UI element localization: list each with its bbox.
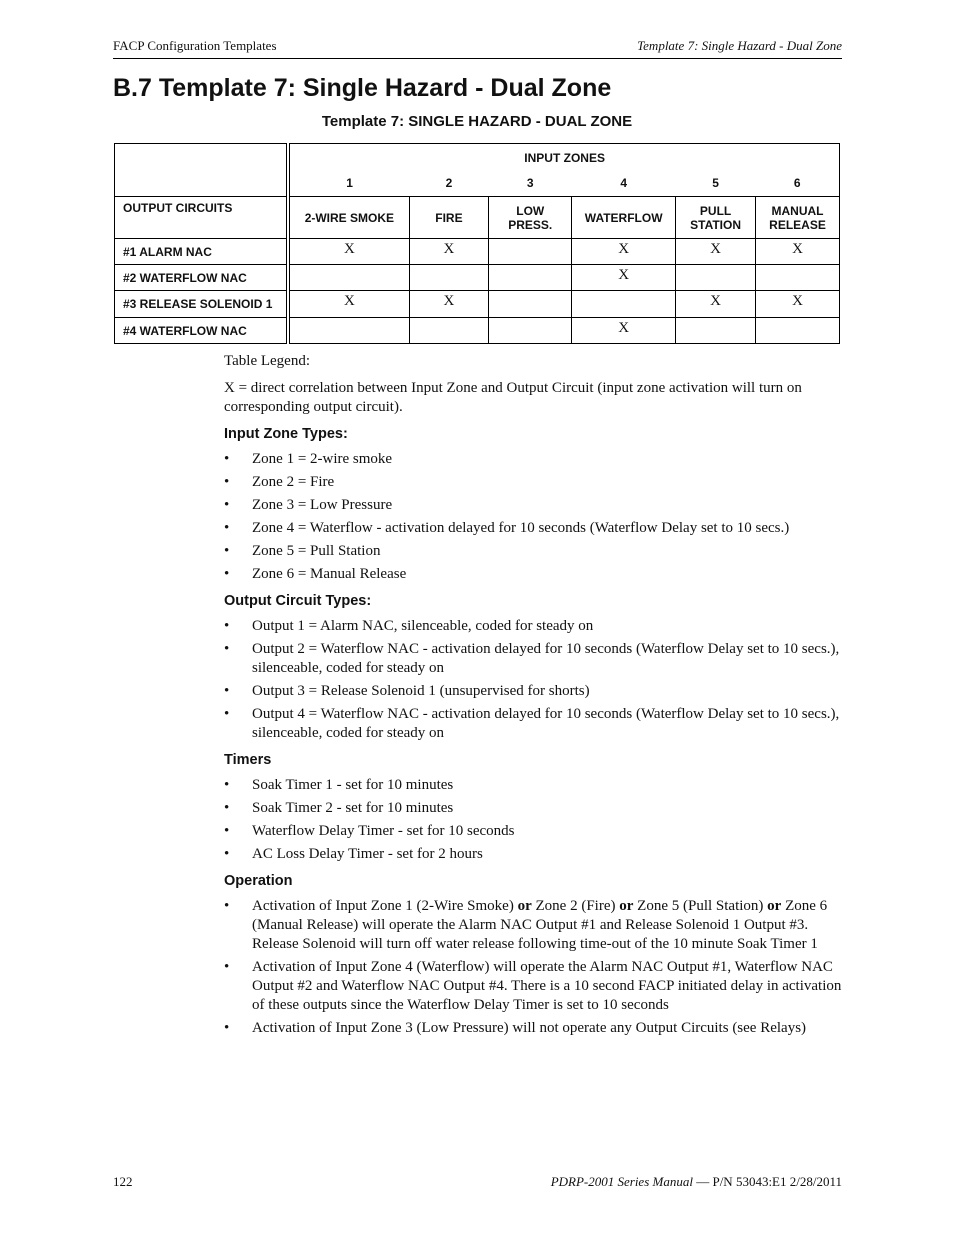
list-item-text: Zone 2 = Fire: [252, 474, 335, 490]
table-caption: Template 7: SINGLE HAZARD - DUAL ZONE: [321, 113, 633, 130]
list-item: [224, 799, 844, 818]
list-item-text: AC Loss Delay Timer - set for 2 hours: [252, 846, 483, 862]
list-item-text: Zone 1 = 2-wire smoke: [252, 451, 393, 467]
list-item: [224, 705, 844, 743]
matrix-cell: [489, 291, 572, 318]
bullet-icon: •: [224, 566, 230, 582]
emphasis-text: or: [619, 898, 634, 914]
section-heading: Output Circuit Types:: [224, 593, 372, 609]
list-item: [224, 897, 844, 954]
zone-type-line: STATION: [690, 217, 742, 232]
zone-type-line: 2-WIRE SMOKE: [304, 210, 395, 225]
bullet-icon: •: [224, 846, 230, 862]
zone-number: 3: [489, 170, 572, 197]
list-item-text: Zone 3 = Low Pressure: [252, 497, 393, 513]
zone-type-line: WATERFLOW: [584, 210, 663, 225]
matrix-cell: [288, 265, 409, 291]
list-item-text: Waterflow Delay Timer - set for 10 seconds: [252, 823, 515, 839]
list-item: [224, 1019, 844, 1038]
list-item: [224, 682, 844, 701]
bullet-list: [224, 617, 844, 743]
manual-name: PDRP-2001 Series Manual: [550, 1174, 693, 1189]
bullet-list: [224, 776, 844, 864]
list-item-text: Activation of Input Zone 3 (Low Pressure) will not operate any Output Circuits (see Relays): [252, 1020, 807, 1036]
zone-type-line: PRESS.: [508, 217, 553, 232]
list-item: [224, 473, 844, 492]
bullet-icon: •: [224, 823, 230, 839]
template-table: [114, 143, 840, 344]
bullet-icon: •: [224, 497, 230, 513]
bullet-icon: •: [224, 777, 230, 793]
input-zones-header: INPUT ZONES: [288, 144, 839, 170]
matrix-cell: [489, 318, 572, 344]
bullet-icon: •: [224, 451, 230, 467]
output-circuit-label: #4 WATERFLOW NAC: [115, 318, 289, 344]
list-item: [224, 450, 844, 469]
zone-type-line: MANUAL: [771, 203, 824, 218]
output-circuit-label: #2 WATERFLOW NAC: [115, 265, 289, 291]
matrix-cell: [676, 318, 756, 344]
matrix-cell: X: [288, 239, 409, 265]
zone-type: [409, 197, 489, 239]
matrix-cell: [756, 318, 840, 344]
matrix-cell: [572, 291, 676, 318]
list-item-text: Output 3 = Release Solenoid 1 (unsupervised for shorts): [252, 683, 590, 699]
zone-number: 1: [288, 170, 409, 197]
list-item: [224, 958, 844, 1015]
matrix-cell: X: [676, 239, 756, 265]
page-number: 122: [113, 1174, 133, 1189]
zone-type: [676, 197, 756, 239]
zone-type: [572, 197, 676, 239]
section-heading: Timers: [224, 752, 272, 768]
matrix-cell: [489, 239, 572, 265]
bullet-icon: •: [224, 706, 230, 722]
header-right-text: Template 7: Single Hazard - Dual Zone: [637, 38, 842, 53]
bullet-icon: •: [224, 683, 230, 699]
list-item: [224, 519, 844, 538]
matrix-cell: X: [572, 239, 676, 265]
matrix-cell: [676, 265, 756, 291]
header-left-text: FACP Configuration Templates: [113, 38, 277, 53]
list-item: [224, 496, 844, 515]
table-corner-cell: [115, 144, 289, 197]
zone-number: 6: [756, 170, 840, 197]
bullet-icon: •: [224, 1020, 230, 1036]
matrix-cell: [288, 318, 409, 344]
zone-type-line: RELEASE: [769, 217, 826, 232]
legend-text: X = direct correlation between Input Zone and Output Circuit (input zone activation will turn on corresponding output circuit).: [224, 380, 802, 415]
legend-title: Table Legend:: [224, 353, 310, 369]
zone-number: 5: [676, 170, 756, 197]
matrix-cell: [409, 318, 489, 344]
zone-number: 4: [572, 170, 676, 197]
matrix-cell: X: [288, 291, 409, 318]
emphasis-text: or: [767, 898, 782, 914]
bullet-icon: •: [224, 641, 230, 657]
list-item-text: Output 2 = Waterflow NAC - activation delayed for 10 seconds (Waterflow Delay set to 10 secs.), silenceable, coded for steady on: [252, 641, 840, 676]
zone-type-row: [115, 197, 840, 239]
list-item-text: Activation of Input Zone 1 (2-Wire Smoke) or Zone 2 (Fire) or Zone 5 (Pull Station) or Zone 6 (Manual Release) will operate the Alarm NAC Output #1 and Release Solenoid 1 Output #3. Release Solenoid will turn off water release following time-out of the 10 minute Soak Timer 1: [252, 898, 828, 952]
bullet-list: [224, 897, 844, 1038]
list-item-text: Soak Timer 2 - set for 10 minutes: [252, 800, 454, 816]
page-title: B.7 Template 7: Single Hazard - Dual Zone: [113, 74, 612, 102]
bullet-icon: •: [224, 959, 230, 975]
zone-type-line: FIRE: [435, 210, 463, 225]
list-item: [224, 640, 844, 678]
matrix-cell: X: [756, 291, 840, 318]
matrix-cell: [489, 265, 572, 291]
list-item: [224, 542, 844, 561]
section-heading: Input Zone Types:: [224, 426, 348, 442]
output-circuit-label: #1 ALARM NAC: [115, 239, 289, 265]
bullet-icon: •: [224, 618, 230, 634]
zone-type: [756, 197, 840, 239]
bullet-icon: •: [224, 543, 230, 559]
matrix-cell: X: [756, 239, 840, 265]
matrix-cell: [756, 265, 840, 291]
list-item-text: Activation of Input Zone 4 (Waterflow) will operate the Alarm NAC Output #1, Waterflow NAC Output #2 and Waterflow NAC Output #4. There is a 10 second FACP initiated delay in activation of these outputs since the Waterflow Delay Timer is set to 10 seconds: [252, 959, 842, 1013]
table-row: [115, 265, 840, 291]
table-row: [115, 291, 840, 318]
section-heading: Operation: [224, 873, 293, 889]
footer-manual-info: [551, 1174, 842, 1190]
output-circuits-header: OUTPUT CIRCUITS: [115, 197, 289, 239]
matrix-cell: X: [409, 291, 489, 318]
zone-type: [489, 197, 572, 239]
list-item: [224, 845, 844, 864]
output-circuit-label: #3 RELEASE SOLENOID 1: [115, 291, 289, 318]
table-row: [115, 239, 840, 265]
list-item: [224, 565, 844, 584]
matrix-cell: X: [676, 291, 756, 318]
list-item-text: Zone 4 = Waterflow - activation delayed for 10 seconds (Waterflow Delay set to 10 secs.): [252, 520, 790, 536]
bullet-list: [224, 450, 844, 584]
bullet-icon: •: [224, 898, 230, 914]
emphasis-text: or: [517, 898, 532, 914]
list-item-text: Zone 6 = Manual Release: [252, 566, 407, 582]
list-item: [224, 617, 844, 636]
list-item: [224, 822, 844, 841]
bullet-icon: •: [224, 474, 230, 490]
zone-type: [288, 197, 409, 239]
list-item: [224, 776, 844, 795]
list-item-text: Zone 5 = Pull Station: [252, 543, 381, 559]
document-body: [224, 352, 844, 1042]
matrix-cell: X: [572, 318, 676, 344]
matrix-cell: X: [409, 239, 489, 265]
zone-type-line: PULL: [699, 203, 732, 218]
zone-number: 2: [409, 170, 489, 197]
table-row: [115, 318, 840, 344]
bullet-icon: •: [224, 520, 230, 536]
list-item-text: Output 1 = Alarm NAC, silenceable, coded for steady on: [252, 618, 594, 634]
matrix-cell: X: [572, 265, 676, 291]
matrix-cell: [409, 265, 489, 291]
zone-type-line: LOW: [516, 203, 545, 218]
list-item-text: Soak Timer 1 - set for 10 minutes: [252, 777, 454, 793]
list-item-text: Output 4 = Waterflow NAC - activation delayed for 10 seconds (Waterflow Delay set to 10 secs.), silenceable, coded for steady on: [252, 706, 840, 741]
page-header: [113, 38, 842, 59]
part-number: — P/N 53043:E1 2/28/2011: [692, 1174, 842, 1189]
bullet-icon: •: [224, 800, 230, 816]
